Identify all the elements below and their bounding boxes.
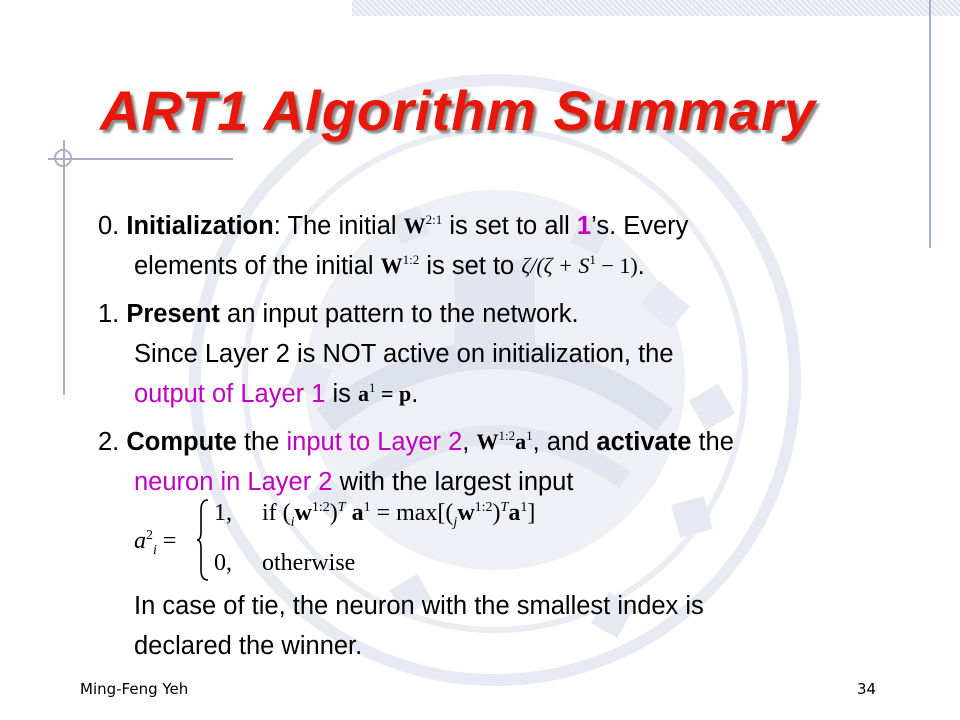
math-init-expression: $\zeta/(\zeta + S^1 - 1)$ xyxy=(521,252,638,278)
step-text: ’s. Every xyxy=(591,212,689,240)
step-compute xyxy=(98,422,898,666)
math-w12-a1: $W^{1:2}a^1$ xyxy=(476,428,533,454)
highlight-text: output of Layer 1 xyxy=(134,380,326,408)
step-text: , xyxy=(462,428,477,456)
tie-rule-text: In case of tie, the neuron with the smallest index is xyxy=(134,592,704,620)
step-number: 2. xyxy=(98,428,120,456)
step-text: with the largest input xyxy=(332,468,574,496)
step-text: . xyxy=(637,252,645,280)
highlight-text: neuron in Layer 2 xyxy=(134,468,333,496)
tie-rule-text: declared the winner. xyxy=(134,632,363,660)
math-w21: $W^{2:1}$ xyxy=(403,212,443,238)
step-text: is set to xyxy=(419,252,522,280)
step-text: is xyxy=(325,380,358,408)
step-keyword: Compute xyxy=(126,428,237,456)
step-initialization xyxy=(98,206,898,286)
step-keyword: activate xyxy=(596,428,692,456)
step-keyword: Initialization xyxy=(126,212,274,240)
footer-author: Ming-Feng Yeh xyxy=(80,680,189,698)
formula-case-1: 1, if $(_iw^{1:2})^T$ $a^1 = \max[(_jw^{1:2})^Ta^1]$ xyxy=(214,500,536,530)
step-text: . xyxy=(411,380,419,408)
step-text: elements of the initial xyxy=(134,252,381,280)
step-keyword: Present xyxy=(126,300,220,328)
formula-case-2: 0, otherwise xyxy=(214,550,356,576)
math-w12: $W^{1:2}$ xyxy=(380,252,420,278)
footer-page-number: 34 xyxy=(857,680,877,698)
decorative-line xyxy=(929,0,931,248)
step-number: 0. xyxy=(98,212,120,240)
top-decorative-band xyxy=(352,0,960,16)
decorative-line xyxy=(63,140,65,395)
step-present xyxy=(98,294,898,414)
step-text: is set to all xyxy=(442,212,577,240)
slide-body xyxy=(98,206,898,674)
step-text: an input pattern to the network. xyxy=(219,300,579,328)
slide-title: ART1 Algorithm Summary xyxy=(100,79,816,142)
activation-formula: $a^2_i$ = 1, if $(_iw^{1:2})^T$ $a^1 = \max[(_jw^{1:2})^Ta^1]$ 0, otherwise xyxy=(134,502,898,586)
step-text: the xyxy=(236,428,287,456)
decorative-circle-icon xyxy=(54,149,72,167)
step-value-one: 1 xyxy=(576,212,592,240)
step-text: Since Layer 2 is NOT active on initialization, the xyxy=(134,340,674,368)
step-number: 1. xyxy=(98,300,120,328)
math-a1-equals-p: $a^1 = p$ xyxy=(357,380,412,406)
step-text: , and xyxy=(532,428,597,456)
left-brace-icon xyxy=(196,498,210,582)
step-text: : The initial xyxy=(273,212,404,240)
highlight-text: input to Layer 2 xyxy=(286,428,463,456)
step-text: the xyxy=(691,428,734,456)
